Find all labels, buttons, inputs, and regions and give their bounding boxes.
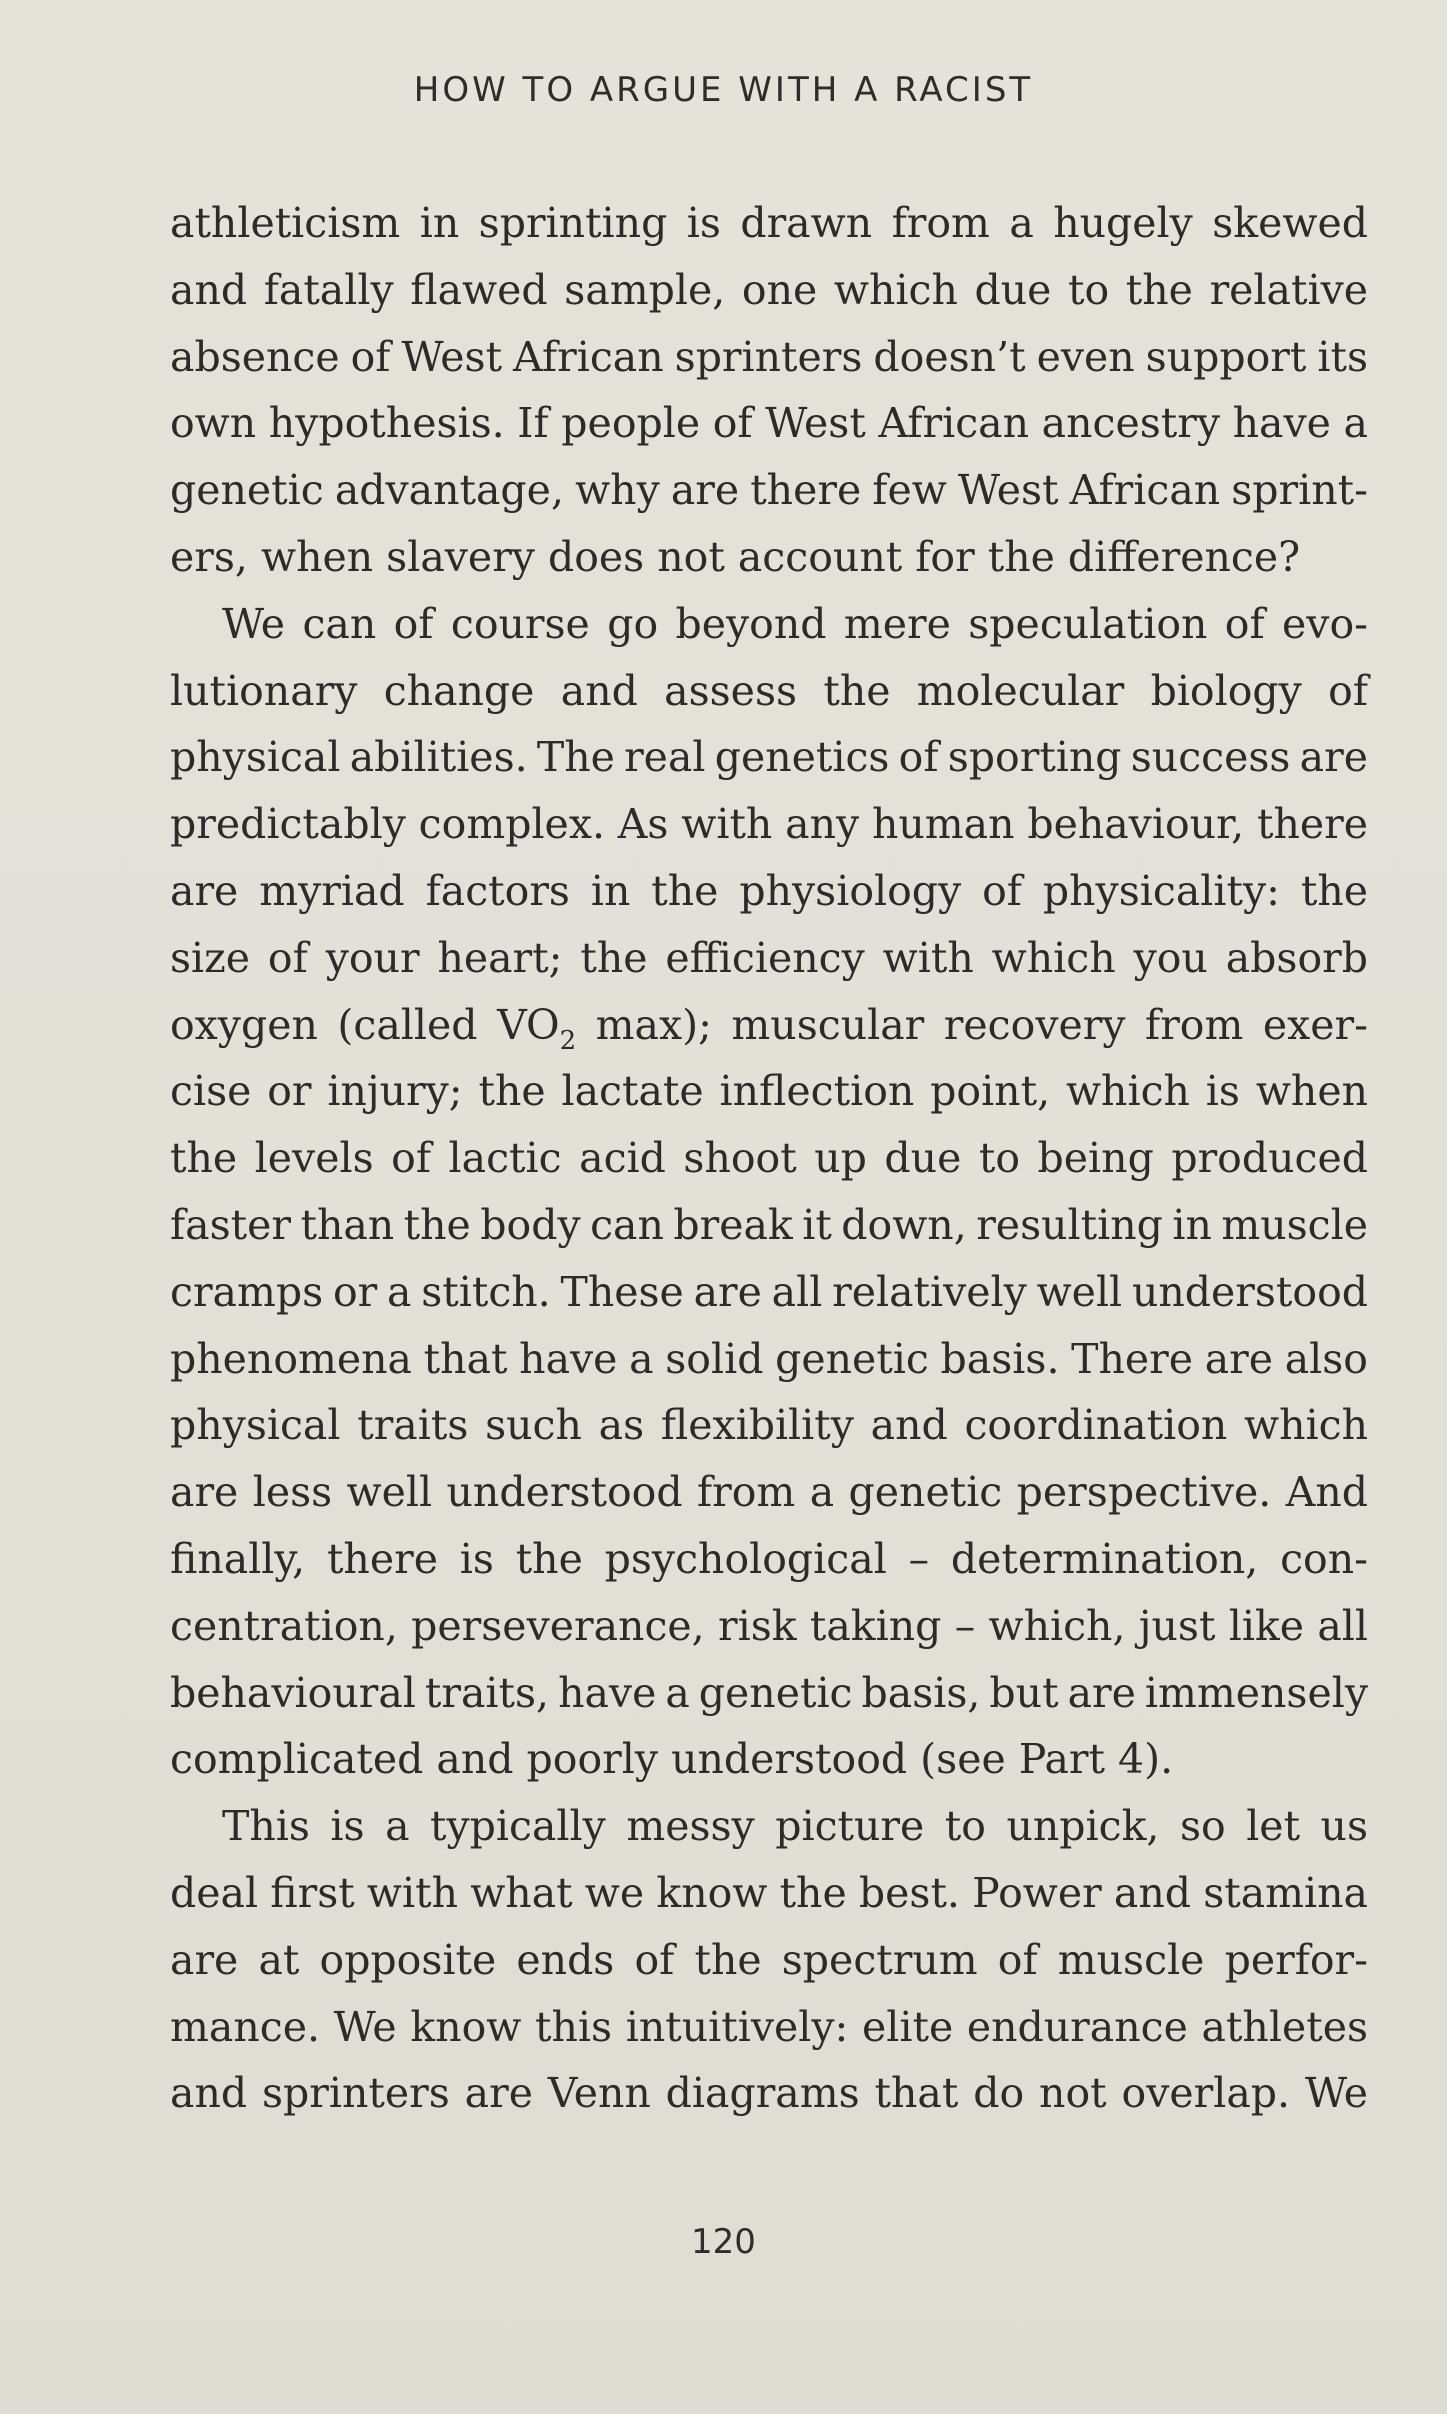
paragraph-2	[170, 591, 1368, 1793]
text-line: the levels of lactic acid shoot up due to being produced	[170, 1134, 1368, 1183]
page-number: 120	[691, 2222, 756, 2262]
vo2-text: oxygen (called VO	[170, 1000, 560, 1049]
body-text	[170, 190, 1368, 2127]
text-line: and fatally flawed sample, one which due to the relative	[170, 265, 1368, 314]
text-line: centration, perseverance, risk taking – which, just like all	[170, 1601, 1368, 1650]
text-line: deal first with what we know the best. Power and stamina	[170, 1868, 1368, 1917]
text-line: are myriad factors in the physiology of physicality: the	[170, 866, 1368, 915]
text-line: behavioural traits, have a genetic basis, but are immensely	[170, 1668, 1368, 1717]
text-line: are at opposite ends of the spectrum of muscle perfor-	[170, 1935, 1368, 1984]
text-line: finally, there is the psychological – determination, con-	[170, 1534, 1368, 1583]
text-line: absence of West African sprinters doesn’t even support its	[170, 332, 1368, 381]
text-line: own hypothesis. If people of West African ancestry have a	[170, 399, 1368, 448]
text-line: complicated and poorly understood (see Part 4).	[170, 1735, 1174, 1784]
text-line: athleticism in sprinting is drawn from a hugely skewed	[170, 199, 1368, 247]
text-line: cise or injury; the lactate inflection point, which is when	[170, 1067, 1368, 1116]
text-line: predictably complex. As with any human behaviour, there	[170, 800, 1368, 849]
text-line: This is a typically messy picture to unpick, so let us	[222, 1802, 1368, 1851]
text-line-vo2	[170, 992, 1368, 1059]
text-line: and sprinters are Venn diagrams that do not overlap. We	[170, 2069, 1368, 2118]
paragraph-3	[170, 1793, 1368, 2127]
text-line: size of your heart; the efficiency with which you absorb	[170, 933, 1368, 982]
text-line: mance. We know this intuitively: elite endurance athletes	[170, 2002, 1368, 2051]
text-line: cramps or a stitch. These are all relatively well understood	[170, 1267, 1368, 1316]
paragraph-1	[170, 190, 1368, 591]
text-line: physical traits such as flexibility and coordination which	[170, 1401, 1368, 1450]
vo2-text-after: max); muscular recovery from exer-	[576, 1000, 1368, 1049]
running-head: HOW TO ARGUE WITH A RACIST	[413, 70, 1034, 110]
text-line: are less well understood from a genetic perspective. And	[170, 1468, 1368, 1517]
vo2-subscript: 2	[559, 1025, 577, 1056]
text-line: We can of course go beyond mere speculation of evo-	[222, 599, 1368, 648]
text-line: faster than the body can break it down, resulting in muscle	[170, 1200, 1368, 1249]
text-line: phenomena that have a solid genetic basis. There are also	[170, 1334, 1368, 1383]
text-line: genetic advantage, why are there few West African sprint-	[170, 466, 1368, 515]
text-line: physical abilities. The real genetics of sporting success are	[170, 733, 1368, 782]
text-line: ers, when slavery does not account for the difference?	[170, 532, 1301, 581]
text-line: lutionary change and assess the molecular biology of	[170, 666, 1368, 715]
